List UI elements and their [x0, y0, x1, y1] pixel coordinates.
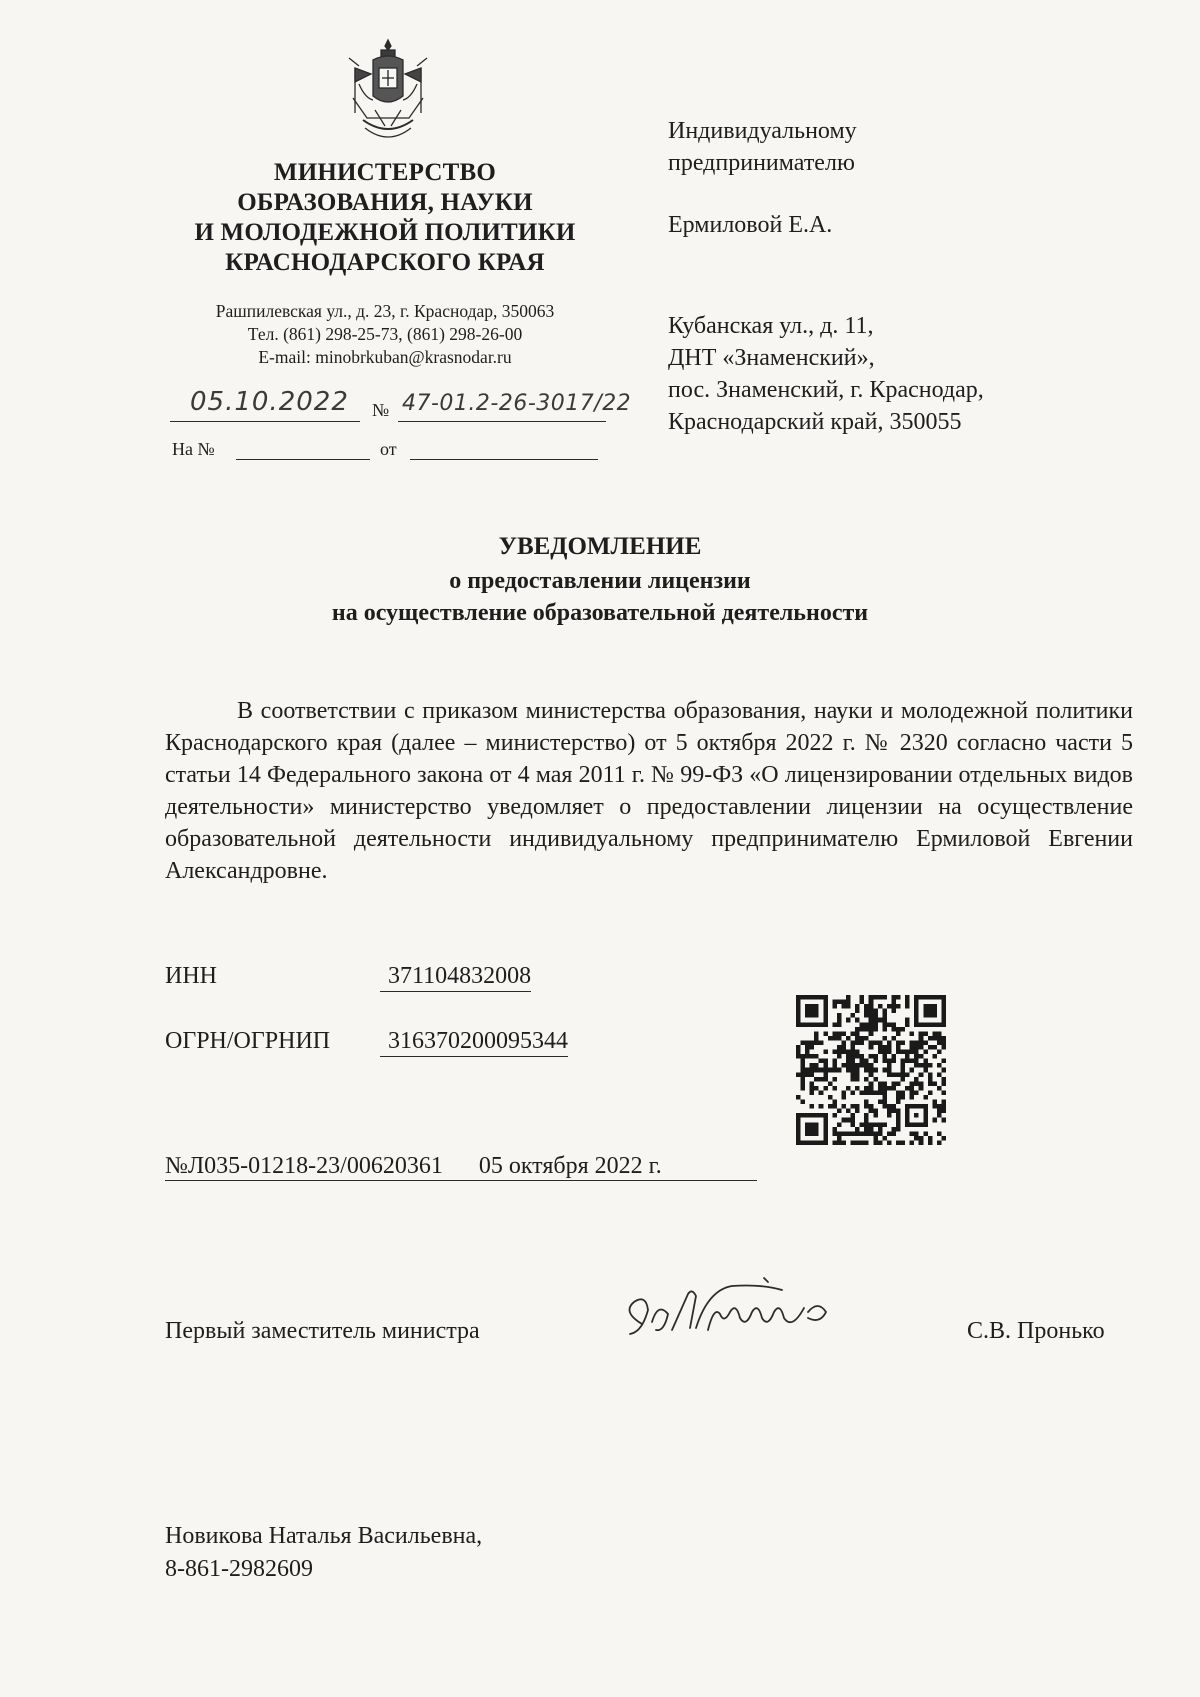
reg-date: 05.10.2022: [190, 387, 349, 417]
license-line: [165, 1153, 757, 1181]
on-no-underline: [236, 459, 370, 460]
signer-position: Первый заместитель министра: [165, 1318, 480, 1344]
document-subtitle: о предоставлении лицензии: [449, 568, 751, 594]
org-phones: Тел. (861) 298-25-73, (861) 298-26-00: [247, 324, 523, 344]
license-number: №Л035-01218-23/00620361: [165, 1153, 443, 1179]
coat-of-arms-icon: [345, 38, 431, 150]
executor-name: Новикова Наталья Васильевна,: [165, 1523, 483, 1549]
recipient-name: Ермиловой Е.А.: [668, 212, 833, 238]
org-address: Рашпилевская ул., д. 23, г. Краснодар, 350063: [215, 301, 555, 321]
inn-label: ИНН: [165, 963, 217, 989]
recipient-line: Индивидуальному: [668, 118, 857, 144]
license-date: 05 октября 2022 г.: [478, 1153, 662, 1179]
org-contacts: [165, 300, 605, 369]
ogrn-label: ОГРН/ОГРНИП: [165, 1028, 331, 1054]
reg-no-label: №: [372, 400, 390, 420]
qr-code-icon: [796, 995, 946, 1145]
address-line: пос. Знаменский, г. Краснодар,: [668, 377, 984, 403]
inn-value: 371104832008: [380, 963, 531, 992]
address-line: Краснодарский край, 350055: [668, 409, 962, 435]
document-subtitle: на осуществление образовательной деятельности: [331, 600, 869, 626]
recipient-line: предпринимателю: [668, 150, 855, 176]
from-underline: [410, 459, 598, 460]
recipient-address: [668, 310, 984, 438]
signer-name: С.В. Пронько: [967, 1318, 1105, 1344]
ogrn-value: 316370200095344: [380, 1028, 568, 1057]
executor-phone: 8-861-2982609: [165, 1556, 313, 1582]
executor-block: [165, 1520, 482, 1586]
handwritten-signature: [612, 1272, 912, 1352]
body-text: [165, 695, 1133, 887]
org-email: E-mail: minobrkuban@krasnodar.ru: [258, 347, 512, 367]
on-no-label: На №: [172, 439, 215, 459]
address-line: ДНТ «Знаменский»,: [668, 345, 875, 371]
reg-number: 47-01.2-26-3017/22: [402, 391, 632, 416]
org-line: КРАСНОДАРСКОГО КРАЯ: [225, 249, 545, 276]
org-line: ОБРАЗОВАНИЯ, НАУКИ: [237, 189, 533, 216]
body-paragraph: В соответствии с приказом министерства образования, науки и молодежной политики Краснодарского края (далее – министерство) от 5 октября 2022 г. № 2320 согласно части 5 статьи 14 Федерального закона от 4 мая 2011 г. № 99-ФЗ «О лицензировании отдельных видов деятельности» министерство уведомляет о предоставлении лицензии на осуществление образовательной деятельности индивидуальному предпринимателю Ермиловой Евгении Александровне.: [165, 698, 1133, 884]
org-line: МИНИСТЕРСТВО: [273, 159, 497, 186]
reg-no-underline: [398, 421, 606, 422]
org-line: И МОЛОДЕЖНОЙ ПОЛИТИКИ: [194, 219, 576, 246]
from-label: от: [380, 439, 397, 459]
recipient-block: [668, 115, 857, 241]
reg-date-underline: [170, 421, 360, 422]
document-title: УВЕДОМЛЕНИЕ: [498, 533, 702, 560]
address-line: Кубанская ул., д. 11,: [668, 313, 874, 339]
organization-name: [165, 158, 605, 278]
